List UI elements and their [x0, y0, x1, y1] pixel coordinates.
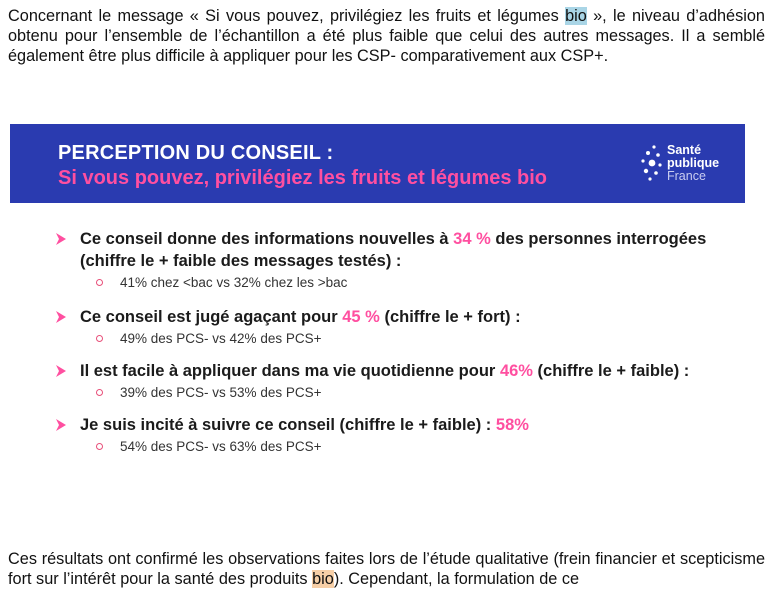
logo-line2: publique	[667, 156, 720, 170]
logo-dots-icon	[639, 144, 663, 184]
sante-publique-logo	[639, 138, 731, 188]
outro-highlight: bio	[312, 570, 334, 588]
bullet-value: 46%	[499, 362, 533, 380]
sub-bullet	[96, 330, 736, 348]
bullet-text: Ce conseil est jugé agaçant pour	[80, 308, 343, 326]
bullet-item	[56, 228, 736, 292]
outro-paragraph	[8, 549, 765, 589]
sub-bullet-text: 41% chez <bac vs 32% chez les >bac	[120, 275, 348, 290]
bullet-value: 45 %	[342, 308, 380, 326]
bullet-item	[56, 306, 736, 348]
bullet-text-end: des personnes interrogées (chiffre le + faible des messages testés) :	[80, 230, 707, 270]
sub-bullet-text: 54% des PCS- vs 63% des PCS+	[120, 439, 322, 454]
sub-bullet	[96, 384, 736, 402]
slide-bullet-list	[56, 228, 736, 468]
bullet-text: Il est facile à appliquer dans ma vie quotidienne pour	[80, 362, 500, 380]
intro-paragraph	[8, 6, 765, 66]
circle-bullet-icon	[96, 443, 103, 450]
bullet-text-end: (chiffre le + faible) :	[532, 362, 690, 380]
logo-line3: France	[667, 169, 706, 183]
bullet-text: Je suis incité à suivre ce conseil (chiffre le + faible) :	[80, 416, 496, 434]
bullet-item	[56, 414, 736, 456]
embedded-slide	[10, 124, 745, 518]
sub-bullet-text: 49% des PCS- vs 42% des PCS+	[120, 331, 322, 346]
bullet-value: 34 %	[453, 230, 491, 248]
logo-wordmark	[667, 144, 719, 183]
sub-bullet	[96, 438, 736, 456]
sub-bullet	[96, 274, 736, 292]
bullet-item	[56, 360, 736, 402]
bullet-text-end: (chiffre le + fort) :	[379, 308, 521, 326]
slide-subtitle: Si vous pouvez, privilégiez les fruits et légumes bio	[58, 167, 548, 189]
slide-banner	[10, 124, 745, 203]
arrow-bullet-icon	[56, 419, 66, 431]
circle-bullet-icon	[96, 389, 103, 396]
outro-text-after: ). Cependant, la formulation de ce	[333, 570, 580, 588]
logo-line1: Santé	[667, 143, 702, 157]
outro-text-before: Ces résultats ont confirmé les observations faites lors de l’étude qualitative (frein financier et scepticisme fort sur l’intérêt pour la santé des produits	[8, 550, 765, 588]
intro-highlight: bio	[565, 7, 587, 25]
arrow-bullet-icon	[56, 233, 66, 245]
circle-bullet-icon	[96, 279, 103, 286]
arrow-bullet-icon	[56, 311, 66, 323]
sub-bullet-text: 39% des PCS- vs 53% des PCS+	[120, 385, 322, 400]
bullet-text: Ce conseil donne des informations nouvelles à	[80, 230, 454, 248]
slide-title: PERCEPTION DU CONSEIL :	[58, 142, 334, 164]
arrow-bullet-icon	[56, 365, 66, 377]
intro-text-after: », le niveau d’adhésion obtenu pour l’ensemble de l’échantillon a été plus faible que celui des autres messages. Il a semblé également être plus difficile à appliquer pour les CSP- comparativement aux CSP+.	[8, 7, 765, 65]
intro-text-before: Concernant le message « Si vous pouvez, privilégiez les fruits et légumes	[8, 7, 566, 25]
circle-bullet-icon	[96, 335, 103, 342]
bullet-value: 58%	[495, 416, 529, 434]
